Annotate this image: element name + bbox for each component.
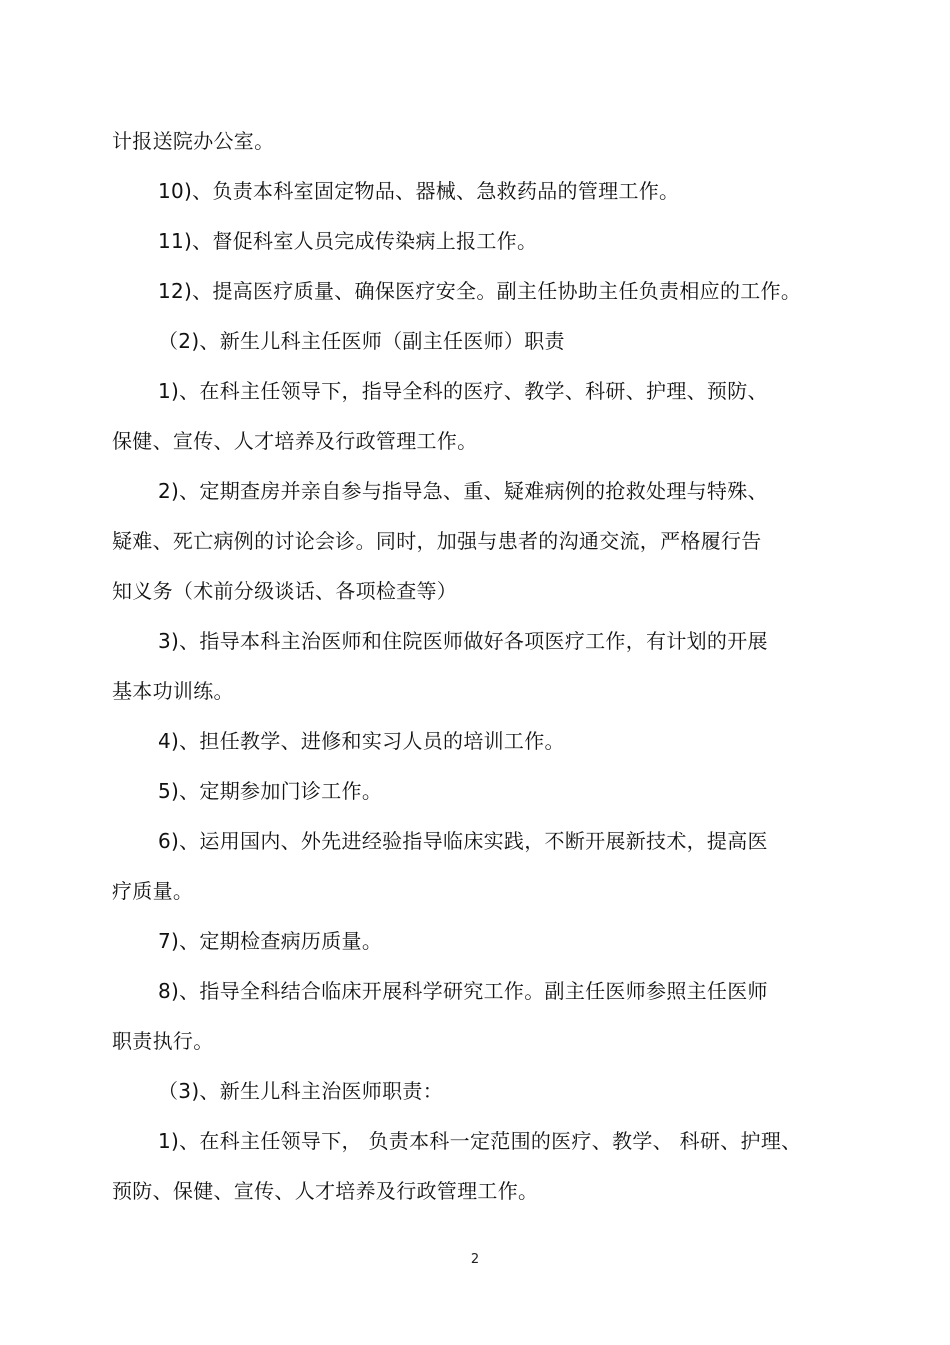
text-line: 11)、督促科室人员完成传染病上报工作。 (158, 229, 538, 253)
page-number: 2 (470, 1252, 480, 1267)
text-line: 保健、宣传、人才培养及行政管理工作。 (112, 429, 478, 453)
text-line: 计报送院办公室。 (112, 129, 275, 153)
text-line: 12)、提高医疗质量、确保医疗安全。副主任协助主任负责相应的工作。 (158, 279, 802, 303)
text-line: 4)、担任教学、进修和实习人员的培训工作。 (158, 729, 565, 753)
text-line: 2)、定期查房并亲自参与指导急、重、疑难病例的抢救处理与特殊、 (158, 479, 768, 503)
text-line: 基本功训练。 (112, 679, 234, 703)
section-heading: （3)、新生儿科主治医师职责： (158, 1079, 444, 1103)
text-line: 5)、定期参加门诊工作。 (158, 779, 383, 803)
text-line: 10)、负责本科室固定物品、器械、急救药品的管理工作。 (158, 179, 680, 203)
text-line: 疗质量。 (112, 879, 194, 903)
text-line: 疑难、死亡病例的讨论会诊。同时，加强与患者的沟通交流，严格履行告 (112, 529, 762, 553)
text-line: 8)、指导全科结合临床开展科学研究工作。副主任医师参照主任医师 (158, 979, 768, 1003)
text-line: 知义务（术前分级谈话、各项检查等） (112, 579, 458, 603)
text-line: 预防、保健、宣传、人才培养及行政管理工作。 (112, 1179, 539, 1203)
text-line: 3)、指导本科主治医师和住院医师做好各项医疗工作，有计划的开展 (158, 629, 768, 653)
text-line: 1)、在科主任领导下，指导全科的医疗、教学、科研、护理、预防、 (158, 379, 768, 403)
text-line: 7)、定期检查病历质量。 (158, 929, 383, 953)
text-line: 6)、运用国内、外先进经验指导临床实践，不断开展新技术，提高医 (158, 829, 768, 853)
text-line: 1)、在科主任领导下， 负责本科一定范围的医疗、教学、 科研、护理、 (158, 1129, 802, 1153)
section-heading: （2)、新生儿科主任医师（副主任医师）职责 (158, 329, 565, 353)
text-line: 职责执行。 (112, 1029, 214, 1053)
